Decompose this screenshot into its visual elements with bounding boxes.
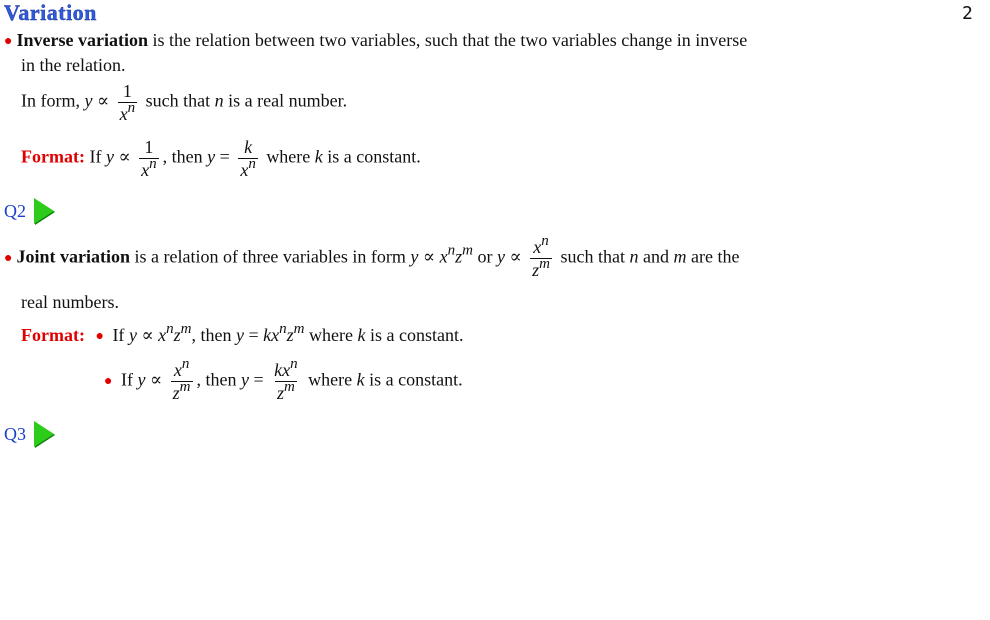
- inverse-form: In form, y ∝ $\frac{1}{x^n}$ such that n is a real number.: [21, 81, 348, 124]
- joint-definition-line1: ● Joint variation is a relation of three variables in form $y \propto x^nz^m$ or y ∝ $\frac{x^n}{z^m}$ such that n and m are the: [4, 233, 740, 280]
- x-n-over-z-m: $\frac{x^n}{z^m}$: [172, 356, 191, 403]
- bullet-icon: ●: [4, 250, 13, 266]
- page-number: 2: [962, 3, 973, 24]
- inverse-definition-line2: in the relation.: [21, 55, 126, 75]
- one-over-x-n: $\frac{1}{x^n}$: [119, 81, 136, 124]
- x-n-over-z-m: $\frac{x^n}{z^m}$: [532, 233, 550, 280]
- q2-link[interactable]: Q2: [4, 198, 54, 224]
- inverse-definition-line1: ● Inverse variation is the relation between two variables, such that the two variables change in inverse: [4, 30, 748, 50]
- inverse-format: Format: If y ∝ $\frac{1}{x^n}$ , then y = $\frac{k}{x^n}$ where k is a constant.: [21, 137, 421, 180]
- bullet-icon: ●: [95, 328, 104, 344]
- play-arrow-icon[interactable]: [34, 198, 54, 224]
- bullet-icon: ●: [4, 33, 13, 49]
- bullet-icon: ●: [104, 373, 113, 389]
- joint-definition-line2: real numbers.: [21, 292, 119, 312]
- joint-variation-term: Joint variation: [16, 246, 130, 267]
- play-arrow-icon[interactable]: [34, 421, 54, 447]
- one-over-x-n: $\frac{1}{x^n}$: [141, 137, 157, 180]
- joint-format-2: ● If y ∝ $\frac{x^n}{z^m}$ , then y = $\frac{kx^n}{z^m}$ where k is a constant.: [104, 356, 463, 403]
- q3-link[interactable]: Q3: [4, 421, 54, 447]
- inverse-variation-term: Inverse variation: [16, 30, 148, 50]
- kx-n-over-z-m: $\frac{kx^n}{z^m}$: [274, 356, 298, 403]
- page-title: Variation: [4, 0, 97, 25]
- joint-format-1: Format: ● If $y \propto x^nz^m$, then $y = kx^nz^m$ where k is a constant.: [21, 321, 464, 345]
- k-over-x-n: $\frac{k}{x^n}$: [240, 137, 256, 180]
